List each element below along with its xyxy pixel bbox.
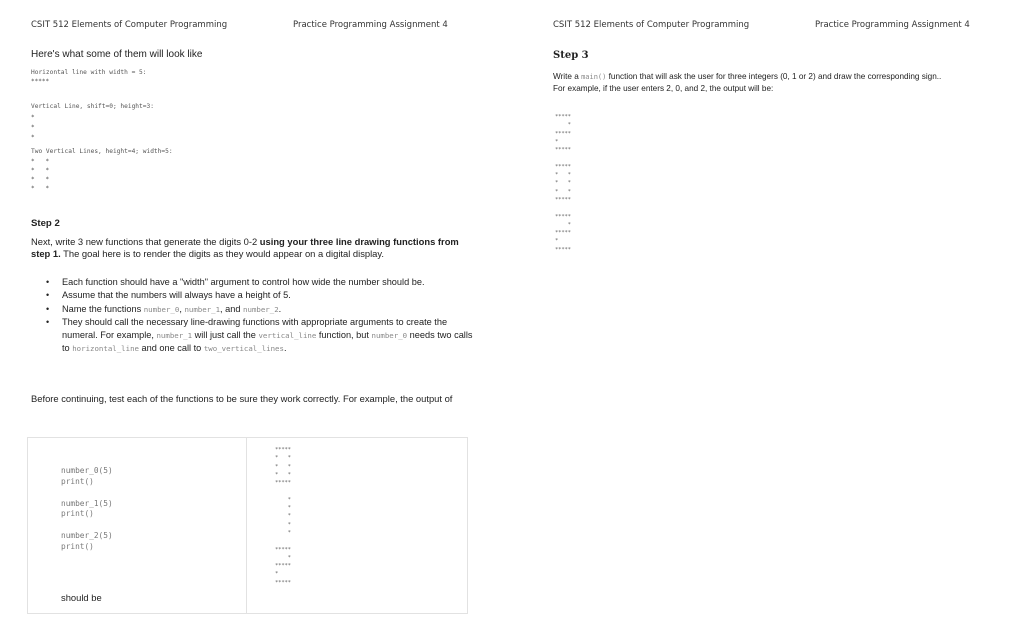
step2-paragraph: Next, write 3 new functions that generate the digits 0-2 using your three line drawing functions from step 1. The goal here is to render the digits as they would appear on a digital display.	[31, 236, 459, 260]
step3-paragraph	[553, 71, 1013, 95]
bullet-height: • Assume that the numbers will always have a height of 5.	[31, 289, 476, 302]
example-horizontal-caption: Horizontal line with width = 5:	[31, 69, 147, 76]
example-two-vertical-caption: Two Vertical Lines, height=4; width=5:	[31, 148, 173, 155]
before-continuing-text: Before continuing, test each of the functions to be sure they work correctly. For example, the output of	[31, 393, 453, 404]
code-line: number_1(5)	[61, 498, 113, 508]
code-line	[61, 488, 113, 499]
bullet-calls: • They should call the necessary line-drawing functions with appropriate arguments to create the numeral. For example, number_1 will just call the vertical_line function, but number_0 needs two calls to horizontal_line and one call to two_vertical_lines.	[31, 316, 476, 356]
example-vertical-art: * * *	[31, 114, 35, 141]
code-block	[61, 466, 113, 553]
step2-bullet-list	[31, 276, 476, 356]
example-vertical-caption: Vertical Line, shift=0; height=3:	[31, 103, 154, 110]
code-line: number_2(5)	[61, 531, 113, 541]
left-header-assignment: Practice Programming Assignment 4	[293, 20, 448, 30]
table-divider	[246, 437, 247, 613]
step3-title: Step 3	[553, 50, 589, 61]
code-line: print()	[61, 509, 94, 519]
code-line: print()	[61, 541, 94, 551]
step3-output-art: ***** * ***** * ***** ***** * * * * * * ***** ***** * ***** * *****	[555, 114, 571, 253]
step2-title: Step 2	[31, 218, 60, 229]
left-header-course: CSIT 512 Elements of Computer Programming	[31, 20, 228, 30]
expected-output-art: ***** * * * * * * ***** * * * * * ***** * ***** * *****	[275, 447, 291, 586]
code-line: number_0(5)	[61, 466, 113, 475]
code-line	[61, 520, 113, 531]
step3-line-1: Write a main() function that will ask the user for three integers (0, 1 or 2) and draw the corresponding sign..	[553, 72, 942, 81]
should-be-label: should be	[61, 592, 102, 603]
right-header-course: CSIT 512 Elements of Computer Programming	[553, 20, 750, 30]
right-header-assignment: Practice Programming Assignment 4	[815, 20, 970, 30]
code-line: print()	[61, 476, 94, 486]
bullet-width-arg: • Each function should have a "width" argument to control how wide the number should be.	[31, 276, 476, 289]
step3-line-2: For example, if the user enters 2, 0, and 2, the output will be:	[553, 84, 774, 93]
example-two-vertical-art: * * * * * * * *	[31, 158, 50, 192]
bullet-names: • Name the functions number_0, number_1, and number_2.	[31, 303, 476, 316]
intro-text: Here's what some of them will look like	[31, 49, 203, 60]
example-horizontal-art: *****	[31, 78, 50, 85]
